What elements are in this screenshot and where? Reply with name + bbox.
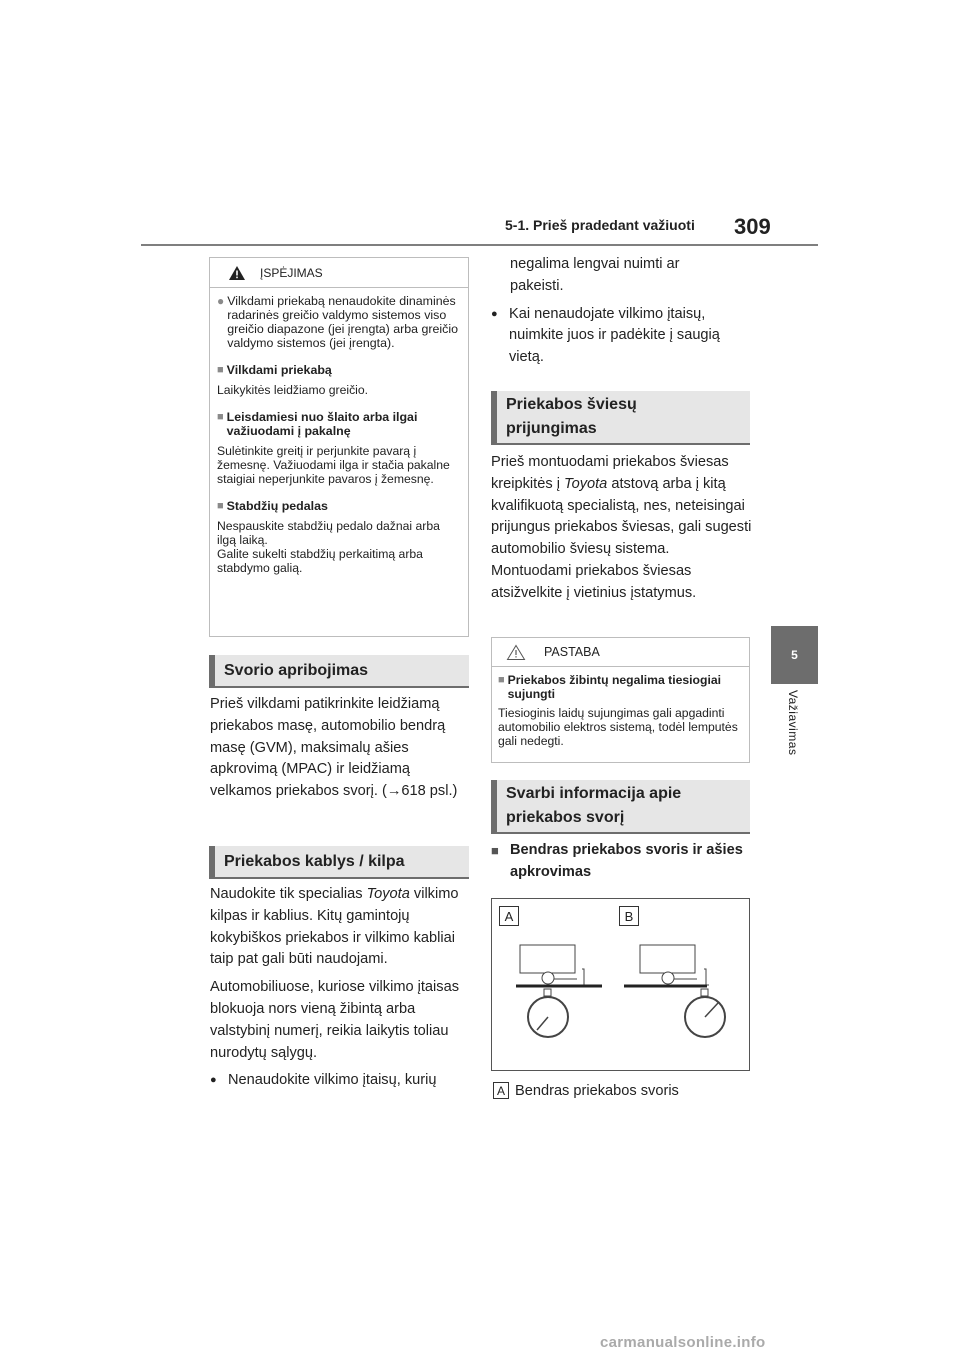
warning-intro: ● Vilkdami priekabą nenaudokite dinaminės radarinės greičio valdymo sistemos viso greičio diapazone (jei įrengta) arba greičio valdymo sistemos (jei įrengta). <box>217 294 458 350</box>
trailer-a-icon <box>516 945 602 1037</box>
page-number: 309 <box>734 214 771 239</box>
notice-header <box>492 638 749 667</box>
weight-limits-text: Prieš vilkdami patikrinkite leidžiamą priekabos masę, automobilio bendrą masę (GVM), maksimalų ašies apkrovimą (MPAC) ir leidžiamą velkamos priekabos svorį. (→618 psl.) <box>210 696 458 800</box>
warning-text: Sulėtinkite greitį ir perjunkite pavarą į žemesnę. Važiuodami ilga ir stačia pakalne staigiai neperjunkite pavaros į žemesnę. <box>217 444 450 486</box>
warning-triangle-icon <box>228 265 246 281</box>
trailer-weight-diagram <box>491 898 750 1071</box>
circle-bullet-icon: ● <box>217 294 225 308</box>
warning-subheading: ■ Stabdžių pedalas <box>217 499 328 513</box>
hitch-text: Naudokite tik specialias Toyota vilkimo kilpas ir kablius. Kitų gamintojų kokybiškos priekabos ir vilkimo kabliai taip pat gali būti naudojami. Automobiliuose, kuriose vilkimo įtaisas blokuoja nors vieną žibintą arba valstybinį numerį, reikia laikytis toliau nurodytų sąlygų. ● Nenaudokite vilkimo įtaisų, kurių <box>210 884 472 1092</box>
bullet-icon: ● <box>491 307 498 320</box>
warning-subheading: ■ Vilkdami priekabą <box>217 363 332 377</box>
warning-text: Laikykitės leidžiamo greičio. <box>217 383 369 397</box>
diagram-caption: A Bendras priekabos svoris <box>493 1082 679 1099</box>
reference-arrow-icon: → <box>386 783 402 800</box>
list-item: ● Kai nenaudojate vilkimo įtaisų, nuimkite juos ir padėkite į saugią vietą. <box>491 304 751 369</box>
bullet-icon: ● <box>210 1074 217 1087</box>
header-divider <box>141 244 818 246</box>
warning-title: ĮSPĖJIMAS <box>260 265 323 280</box>
square-bullet-icon: ■ <box>491 843 499 858</box>
lights-text: Prieš montuodami priekabos šviesas kreipkitės į Toyota atstovą arba į kitą kvalifikuotą specialistą, nes, neteisingai prijungus priekabos šviesas, gali sugesti automobilio šviesų sistema. Montuodami priekabos šviesas atsižvelkite į vietinius įstatymus. <box>491 454 752 601</box>
warning-box <box>209 257 469 637</box>
notice-title: PASTABA <box>544 645 600 659</box>
diagram-label-a: A <box>499 906 519 926</box>
header-section-title: 5-1. Prieš pradedant važiuoti <box>505 217 695 233</box>
section-heading-hitch: Priekabos kablys / kilpa <box>209 846 469 879</box>
watermark: carmanualsonline.info <box>600 1334 766 1351</box>
square-bullet-icon: ■ <box>217 411 224 423</box>
square-bullet-icon: ■ <box>217 500 224 512</box>
notice-text: Tiesioginis laidų sujungimas gali apgadinti automobilio elektros sistemą, todėl lemputės gali nedegti. <box>498 706 738 748</box>
section-heading-lights: Priekabos šviesų prijungimas <box>491 391 750 445</box>
section-heading-weight-limits: Svorio apribojimas <box>209 655 469 688</box>
caption-label: A <box>493 1082 509 1099</box>
diagram-label-b: B <box>619 906 639 926</box>
section-heading-weight-info: Svarbi informacija apie priekabos svorį <box>491 780 750 834</box>
list-item: ● Nenaudokite vilkimo įtaisų, kurių <box>210 1070 472 1092</box>
square-bullet-icon: ■ <box>498 674 505 686</box>
caution-triangle-outline-icon <box>506 644 526 661</box>
warning-header <box>210 258 468 288</box>
square-bullet-icon: ■ <box>217 364 224 376</box>
warning-subheading: ■ Leisdamiesi nuo šlaito arba ilgai važiuodami į pakalnę <box>217 410 418 438</box>
weight-info-subheading: ■ Bendras priekabos svoris ir ašies apkrovimas <box>491 840 751 884</box>
chapter-label: Važiavimas <box>786 690 800 756</box>
diagram-illustration <box>492 899 749 1070</box>
warning-text: Nespauskite stabdžių pedalo dažnai arba ilgą laiką. <box>217 519 440 547</box>
notice-subheading: ■ Priekabos žibintų negalima tiesiogiai sujungti <box>498 673 721 701</box>
warning-text: Galite sukelti stabdžių perkaitimą arba stabdymo galią. <box>217 547 423 575</box>
hitch-text-continued: negalima lengvai nuimti ar pakeisti. ● Kai nenaudojate vilkimo įtaisų, nuimkite juos ir padėkite į saugią vietą. <box>491 254 751 369</box>
notice-box <box>491 637 750 763</box>
trailer-b-icon <box>624 945 725 1037</box>
chapter-tab: 5 <box>771 626 818 684</box>
